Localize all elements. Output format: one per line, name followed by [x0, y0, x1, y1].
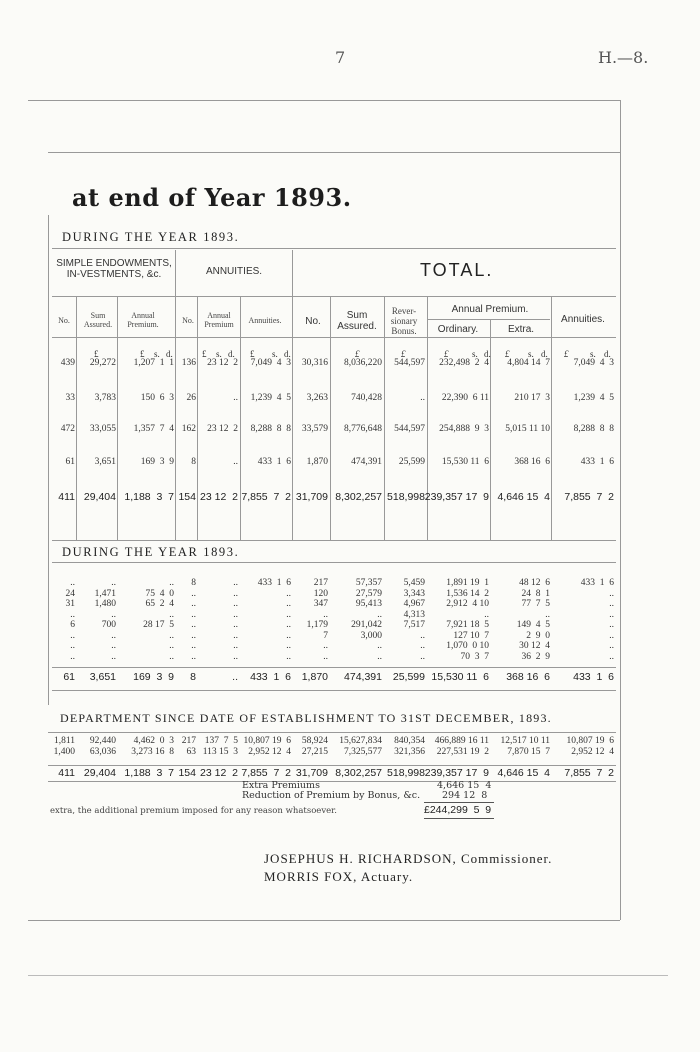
- cell-t-no: 31,709: [295, 491, 328, 503]
- cell-a-ann: ..: [286, 641, 291, 651]
- extra-premiums-value: 4,646 15 4: [437, 780, 492, 791]
- cell-a-no: 154: [178, 767, 196, 779]
- cell-a-ann: ..: [286, 620, 291, 630]
- unit-label: £: [140, 349, 145, 359]
- cell-a-no: 217: [181, 736, 196, 746]
- inner-frame-top: [48, 152, 620, 153]
- cell-a-prem: 23 12 2: [207, 358, 238, 368]
- cell-t-sum: 740,428: [351, 393, 382, 403]
- cell-a-ann: 433 1 6: [257, 578, 291, 588]
- cell-s-no: 33: [65, 393, 75, 403]
- unit-label: £: [564, 349, 569, 359]
- cell-t-extra: 30 12 4: [519, 641, 550, 651]
- cell-a-no: 162: [181, 424, 196, 434]
- cell-s-prem: ..: [169, 609, 174, 620]
- section3-total-rule: [48, 781, 616, 782]
- cell-s-sum: 29,404: [83, 491, 116, 503]
- cell-t-ord: 232,498 2 4: [439, 358, 489, 368]
- cell-s-no: ..: [70, 578, 75, 588]
- col-sum-assured-simple: Sum Assured.: [83, 311, 113, 329]
- cell-t-ann: 8,288 8 8: [573, 424, 614, 434]
- cell-t-ord: 227,531 19 2: [436, 747, 489, 757]
- cell-t-bonus: 518,998: [387, 491, 425, 503]
- col-divider: [427, 296, 428, 540]
- cell-t-ann: 7,855 7 2: [564, 491, 614, 503]
- unit-label: d.: [604, 349, 611, 359]
- cell-s-prem: 169 3 9: [133, 671, 174, 683]
- cell-t-no: 58,924: [301, 736, 328, 746]
- cell-a-no: ..: [191, 599, 196, 609]
- cell-a-ann: 7,855 7 2: [241, 491, 291, 503]
- col-divider: [292, 250, 293, 540]
- cell-t-ord: 1,070 0 10: [446, 641, 489, 651]
- cell-t-extra: 48 12 6: [519, 578, 550, 588]
- col-extra: Extra.: [507, 324, 535, 335]
- cell-t-ord: 2,912 4 10: [446, 599, 489, 609]
- top-border-rule: [28, 100, 620, 101]
- cell-a-ann: 10,807 19 6: [243, 736, 291, 746]
- cell-s-no: ..: [70, 651, 75, 662]
- cell-s-prem: 4,462 0 3: [133, 736, 174, 746]
- unit-label: d.: [284, 349, 291, 359]
- cell-t-no: 3,263: [306, 393, 328, 403]
- cell-s-sum: 29,404: [83, 767, 116, 779]
- col-annual-premium-annuities: Annual Premium: [204, 311, 234, 329]
- cell-t-extra: 2 9 0: [526, 630, 550, 641]
- cell-s-prem: 3,273 16 8: [131, 747, 174, 757]
- cell-a-no: ..: [191, 620, 196, 630]
- unit-label: £: [444, 349, 449, 359]
- cell-a-no: ..: [191, 651, 196, 662]
- cell-t-extra: 4,646 15 4: [497, 491, 550, 503]
- col-divider: [551, 296, 552, 540]
- right-border-rule: [620, 100, 621, 920]
- col-annual-premium-simple: Annual Premium.: [127, 311, 159, 329]
- cell-t-sum: 7,325,577: [344, 747, 382, 757]
- col-ordinary: Ordinary.: [437, 324, 479, 335]
- cell-t-sum: 3,000: [360, 630, 382, 641]
- cell-s-prem: 1,357 7 4: [133, 424, 174, 434]
- unit-label: s.: [528, 349, 534, 359]
- cell-s-prem: 75 4 0: [145, 588, 174, 599]
- cell-t-ann: 7,049 4 3: [573, 358, 614, 368]
- unit-label: £: [401, 349, 406, 359]
- cell-a-no: 8: [191, 457, 196, 467]
- cell-t-ann: ..: [609, 588, 614, 599]
- cell-s-no: 411: [58, 767, 75, 779]
- cell-a-ann: 7,855 7 2: [241, 767, 291, 779]
- cell-a-ann: 1,239 4 5: [250, 393, 291, 403]
- cell-t-ann: 433 1 6: [580, 457, 614, 467]
- cell-t-sum: ..: [377, 641, 382, 651]
- cell-s-no: 439: [60, 358, 75, 368]
- cell-a-no: ..: [191, 641, 196, 651]
- cell-a-no: 63: [186, 747, 196, 757]
- unit-label: d.: [484, 349, 491, 359]
- cell-t-no: 1,179: [306, 620, 328, 630]
- cell-t-ord: 127 10 7: [453, 630, 489, 641]
- col-divider: [240, 296, 241, 540]
- cell-s-sum: 29,272: [89, 358, 116, 368]
- col-divider: [76, 296, 77, 540]
- cell-t-sum: 474,391: [351, 457, 382, 467]
- cell-s-prem: 1,207 1 1: [133, 358, 174, 368]
- col-no-total: No.: [305, 316, 321, 327]
- cell-s-sum: 1,480: [94, 599, 116, 609]
- col-divider: [330, 296, 331, 540]
- page-title: at end of Year 1893.: [72, 183, 352, 212]
- cell-t-ord: 239,357 17 9: [424, 767, 489, 779]
- cell-t-extra: 149 4 5: [516, 620, 550, 630]
- grand-total-underline: [424, 818, 494, 819]
- unit-label: s.: [472, 349, 478, 359]
- cell-t-bonus: 25,599: [398, 457, 425, 467]
- cell-t-extra: 210 17 3: [514, 393, 550, 403]
- cell-a-ann: ..: [286, 599, 291, 609]
- cell-t-no: ..: [323, 651, 328, 662]
- col-annual-premium-total: Annual Premium.: [451, 304, 529, 315]
- cell-t-ord: 15,530 11 6: [441, 457, 489, 467]
- cell-t-bonus: ..: [420, 641, 425, 651]
- actuary-signature: MORRIS FOX, Actuary.: [264, 869, 414, 884]
- cell-a-ann: 7,049 4 3: [250, 358, 291, 368]
- cell-t-sum: ..: [377, 609, 382, 620]
- cell-a-prem: 23 12 2: [207, 424, 238, 434]
- col-annuities-annuities: Annuities.: [248, 316, 282, 325]
- cell-t-no: 120: [313, 588, 328, 599]
- cell-t-extra: 5,015 11 10: [505, 424, 550, 434]
- cell-t-bonus: ..: [420, 651, 425, 662]
- cell-t-ann: 2,952 12 4: [571, 747, 614, 757]
- unit-label: s.: [154, 349, 160, 359]
- unit-label: £: [505, 349, 510, 359]
- cell-a-ann: 8,288 8 8: [250, 424, 291, 434]
- section1-top-rule: [52, 248, 616, 249]
- cell-t-ord: ..: [484, 609, 489, 620]
- cell-t-ord: 239,357 17 9: [424, 491, 489, 503]
- cell-s-sum: 33,055: [89, 424, 116, 434]
- cell-t-ann: ..: [609, 609, 614, 620]
- cell-t-ann: 433 1 6: [573, 671, 614, 683]
- section3-mid-rule: [48, 765, 616, 766]
- bottom-border-rule: [28, 920, 620, 921]
- col-divider: [175, 250, 176, 540]
- cell-a-no: 8: [191, 578, 196, 588]
- unit-label: d.: [541, 349, 548, 359]
- header-bottom-rule: [52, 337, 616, 338]
- cell-s-sum: 3,783: [94, 393, 116, 403]
- cell-a-prem: ..: [232, 671, 238, 683]
- cell-s-prem: 169 3 9: [140, 457, 174, 467]
- cell-a-no: ..: [191, 588, 196, 599]
- cell-a-prem: ..: [233, 578, 238, 588]
- cell-s-sum: ..: [111, 651, 116, 662]
- section1-bottom-rule: [52, 540, 616, 541]
- cell-s-no: 472: [60, 424, 75, 434]
- cell-t-ann: 10,807 19 6: [566, 736, 614, 746]
- cell-a-ann: 2,952 12 4: [248, 747, 291, 757]
- cell-a-prem: ..: [233, 630, 238, 641]
- document-reference: H.—8.: [598, 48, 649, 67]
- col-sum-assured-total: Sum Assured.: [337, 310, 377, 332]
- cell-t-ann: 433 1 6: [580, 578, 614, 588]
- cell-t-bonus: ..: [420, 393, 425, 403]
- col-divider: [384, 296, 385, 540]
- cell-t-bonus: 840,354: [394, 736, 425, 746]
- cell-a-prem: ..: [233, 457, 238, 467]
- cell-t-no: 1,870: [301, 671, 328, 683]
- inner-frame-left: [48, 215, 49, 705]
- unit-label: £: [202, 349, 207, 359]
- cell-t-ord: 7,921 18 5: [446, 620, 489, 630]
- grand-total: £244,299 5 9: [424, 804, 492, 816]
- cell-s-sum: ..: [111, 630, 116, 641]
- cell-t-sum: 8,302,257: [335, 491, 382, 503]
- cell-s-no: ..: [70, 630, 75, 641]
- unit-label: s.: [216, 349, 222, 359]
- cell-s-prem: 1,188 3 7: [124, 767, 174, 779]
- col-no-simple: No.: [58, 316, 70, 325]
- cell-t-ord: 1,891 19 1: [446, 578, 489, 588]
- cell-a-ann: ..: [286, 609, 291, 620]
- section2-top-rule: [52, 562, 616, 563]
- cell-t-extra: 368 16 6: [514, 457, 550, 467]
- cell-t-sum: 95,413: [355, 599, 382, 609]
- section3-top-rule: [48, 732, 616, 733]
- section2-bottom-rule: [52, 690, 616, 691]
- cell-s-prem: 150 6 3: [140, 393, 174, 403]
- cell-t-bonus: 25,599: [392, 671, 425, 683]
- section2-heading: DURING THE YEAR 1893.: [62, 545, 240, 559]
- unit-label: d.: [228, 349, 235, 359]
- cell-t-bonus: 3,343: [403, 588, 425, 599]
- cell-a-prem: 23 12 2: [200, 491, 238, 503]
- cell-t-ord: 254,888 9 3: [439, 424, 489, 434]
- cell-t-bonus: 5,459: [403, 578, 425, 588]
- cell-a-no: ..: [191, 609, 196, 620]
- col-reversionary-bonus: Rever-sionary Bonus.: [390, 306, 418, 336]
- cell-t-extra: 24 8 1: [521, 588, 550, 599]
- cell-a-ann: ..: [286, 588, 291, 599]
- cell-s-no: 24: [65, 588, 75, 599]
- cell-t-no: 30,316: [301, 358, 328, 368]
- cell-t-sum: 474,391: [344, 671, 382, 683]
- cell-s-no: 6: [70, 620, 75, 630]
- cell-t-ord: 15,530 11 6: [431, 671, 489, 683]
- cell-s-sum: 3,651: [89, 671, 116, 683]
- cell-s-sum: 63,036: [89, 747, 116, 757]
- reduction-label: Reduction of Premium by Bonus, &c.: [242, 790, 421, 801]
- cell-a-prem: 137 7 5: [204, 736, 238, 746]
- cell-s-sum: ..: [111, 609, 116, 620]
- cell-a-ann: 433 1 6: [257, 457, 291, 467]
- cell-a-no: 8: [190, 671, 196, 683]
- cell-t-bonus: 7,517: [403, 620, 425, 630]
- section3-heading: DEPARTMENT SINCE DATE OF ESTABLISHMENT TO 31ST DECEMBER, 1893.: [60, 711, 552, 725]
- cell-t-sum: 27,579: [355, 588, 382, 599]
- page-number: 7: [335, 48, 346, 67]
- cell-a-no: ..: [191, 630, 196, 641]
- cell-a-prem: ..: [233, 651, 238, 662]
- cell-s-no: ..: [70, 641, 75, 651]
- cell-t-ann: 1,239 4 5: [573, 393, 614, 403]
- cell-t-sum: 8,302,257: [335, 767, 382, 779]
- cell-s-prem: ..: [169, 578, 174, 588]
- unit-label: s.: [272, 349, 278, 359]
- simple-endowments-group-header: SIMPLE ENDOWMENTS, IN-VESTMENTS, &c.: [56, 258, 172, 280]
- cell-t-no: 27,215: [301, 747, 328, 757]
- cell-s-sum: 92,440: [89, 736, 116, 746]
- cell-t-extra: 4,646 15 4: [497, 767, 550, 779]
- annuities-group-header: ANNUITIES.: [205, 266, 263, 277]
- cell-t-sum: ..: [377, 651, 382, 662]
- cell-a-no: 26: [186, 393, 196, 403]
- cell-t-extra: 7,870 15 7: [507, 747, 550, 757]
- cell-t-no: 1,870: [306, 457, 328, 467]
- cell-t-ann: ..: [609, 620, 614, 630]
- cell-t-ord: 70 3 7: [460, 651, 489, 662]
- cell-s-sum: 3,651: [94, 457, 116, 467]
- cell-t-ann: ..: [609, 641, 614, 651]
- cell-a-prem: ..: [233, 393, 238, 403]
- cell-t-no: 347: [313, 599, 328, 609]
- cell-t-no: ..: [323, 641, 328, 651]
- cell-t-extra: 12,517 10 11: [500, 736, 550, 746]
- cell-t-no: 217: [313, 578, 328, 588]
- cell-s-sum: 1,471: [94, 588, 116, 599]
- footnote: extra, the additional premium imposed for any reason whatsoever.: [50, 806, 337, 816]
- cell-a-prem: ..: [233, 609, 238, 620]
- cell-t-sum: 8,036,220: [344, 358, 382, 368]
- cell-a-ann: 433 1 6: [250, 671, 291, 683]
- cell-t-ord: 22,390 6 11: [441, 393, 489, 403]
- header-mid-rule: [52, 296, 616, 297]
- cell-s-no: 411: [58, 491, 75, 503]
- cell-t-no: 31,709: [295, 767, 328, 779]
- cell-t-sum: 291,042: [351, 620, 382, 630]
- annual-premium-sub-rule: [428, 319, 550, 320]
- cell-a-prem: 113 15 3: [202, 747, 238, 757]
- cell-s-prem: 65 2 4: [145, 599, 174, 609]
- cell-a-ann: ..: [286, 630, 291, 641]
- cell-t-ann: ..: [609, 630, 614, 641]
- cell-a-prem: 23 12 2: [200, 767, 238, 779]
- cell-s-prem: ..: [169, 630, 174, 641]
- cell-t-extra: ..: [545, 609, 550, 620]
- unit-label: £: [355, 349, 360, 359]
- cell-a-prem: ..: [233, 641, 238, 651]
- cell-s-prem: 28 17 5: [143, 620, 174, 630]
- cell-s-prem: 1,188 3 7: [124, 491, 174, 503]
- grand-total-rule: [424, 802, 494, 803]
- cell-t-ann: ..: [609, 599, 614, 609]
- cell-t-ord: 466,889 16 11: [434, 736, 489, 746]
- cell-a-prem: ..: [233, 588, 238, 599]
- page-foot-rule: [28, 975, 668, 976]
- cell-t-extra: 368 16 6: [506, 671, 550, 683]
- cell-t-bonus: 321,356: [394, 747, 425, 757]
- cell-s-no: ..: [70, 609, 75, 620]
- cell-a-no: 136: [181, 358, 196, 368]
- unit-label: £: [250, 349, 255, 359]
- reduction-value: 294 12 8: [442, 790, 488, 801]
- cell-t-sum: 57,357: [355, 578, 382, 588]
- cell-a-no: 154: [178, 491, 196, 503]
- cell-s-prem: ..: [169, 641, 174, 651]
- cell-t-bonus: 518,998: [387, 767, 425, 779]
- cell-s-no: 61: [63, 671, 75, 683]
- section2-total-rule: [52, 667, 616, 668]
- cell-s-no: 61: [65, 457, 75, 467]
- cell-s-no: 1,400: [53, 747, 75, 757]
- cell-t-sum: 15,627,834: [339, 736, 382, 746]
- cell-s-no: 1,811: [53, 736, 75, 746]
- cell-a-prem: ..: [233, 620, 238, 630]
- cell-s-sum: ..: [111, 641, 116, 651]
- cell-s-prem: ..: [169, 651, 174, 662]
- cell-t-sum: 8,776,648: [344, 424, 382, 434]
- col-divider: [197, 296, 198, 540]
- cell-t-ord: 1,536 14 2: [446, 588, 489, 599]
- cell-t-bonus: ..: [420, 630, 425, 641]
- cell-a-ann: ..: [286, 651, 291, 662]
- col-annuities-total: Annuities.: [561, 314, 605, 325]
- total-group-header: TOTAL.: [420, 260, 494, 280]
- cell-t-extra: 36 2 9: [521, 651, 550, 662]
- cell-t-bonus: 544,597: [394, 424, 425, 434]
- cell-t-no: 7: [323, 630, 328, 641]
- unit-label: s.: [590, 349, 596, 359]
- cell-t-extra: 4,804 14 7: [507, 358, 550, 368]
- unit-label: d.: [166, 349, 173, 359]
- cell-t-no: ..: [323, 609, 328, 620]
- extra-premiums-label: Extra Premiums: [242, 780, 320, 791]
- section1-heading: DURING THE YEAR 1893.: [62, 230, 240, 244]
- col-no-annuities: No.: [182, 316, 194, 325]
- cell-a-prem: ..: [233, 599, 238, 609]
- cell-s-sum: ..: [111, 578, 116, 588]
- cell-s-no: 31: [65, 599, 75, 609]
- cell-t-ann: 7,855 7 2: [564, 767, 614, 779]
- col-divider: [117, 296, 118, 540]
- cell-t-bonus: 4,967: [403, 599, 425, 609]
- commissioner-signature: JOSEPHUS H. RICHARDSON, Commissioner.: [264, 851, 553, 866]
- cell-s-sum: 700: [101, 620, 116, 630]
- unit-label: £: [94, 349, 99, 359]
- cell-t-ann: ..: [609, 651, 614, 662]
- cell-t-bonus: 4,313: [403, 609, 425, 620]
- cell-t-no: 33,579: [301, 424, 328, 434]
- cell-t-extra: 77 7 5: [521, 599, 550, 609]
- cell-t-bonus: 544,597: [394, 358, 425, 368]
